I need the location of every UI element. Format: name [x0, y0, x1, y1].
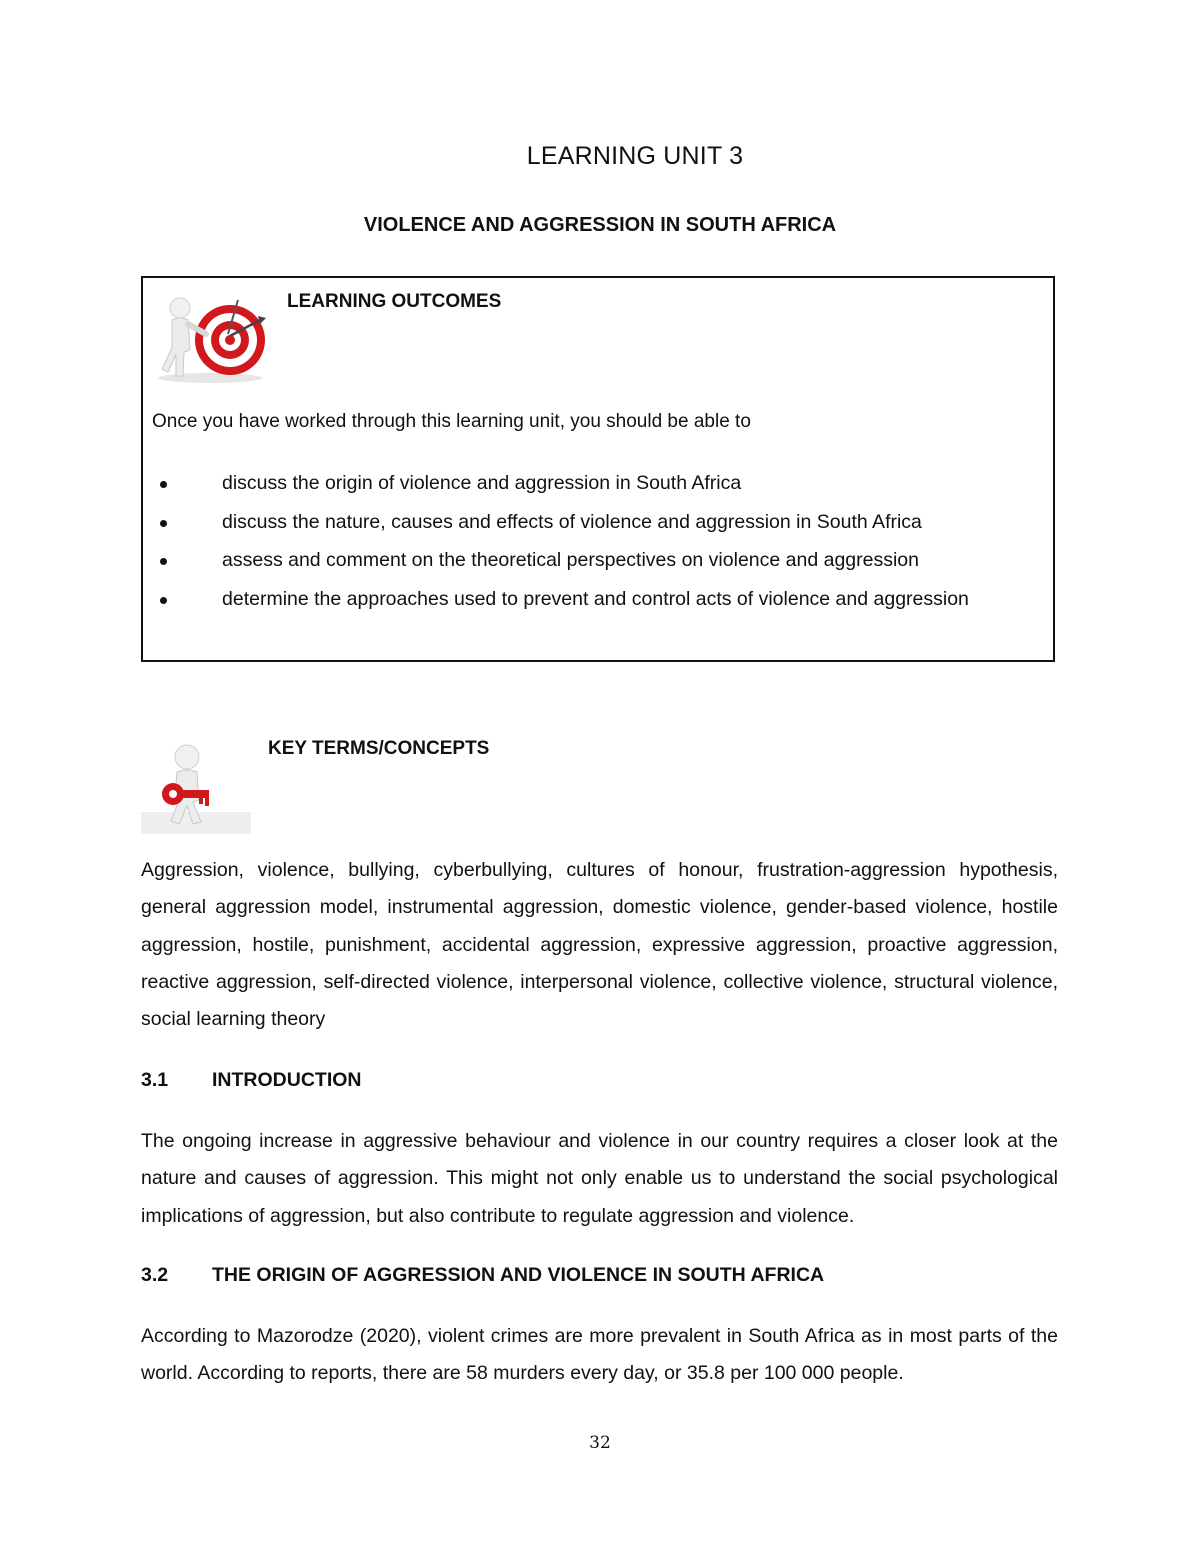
key-terms-heading: KEY TERMS/CONCEPTS — [268, 738, 490, 759]
bullet-icon — [160, 558, 167, 565]
key-terms-text: Aggression, violence, bullying, cyberbullying, cultures of honour, frustration-aggression hypothesis, general aggression model, instrumental aggression, domestic violence, gender-based violence, hostile aggression, hostile, punishment, accidental aggression, expressive aggression, proactive aggression, reactive aggression, self-directed violence, interpersonal violence, collective violence, structural violence, social learning theory — [141, 859, 1058, 1031]
key-figure-icon — [141, 742, 251, 834]
bullet-icon — [160, 597, 167, 604]
unit-subtitle: VIOLENCE AND AGGRESSION IN SOUTH AFRICA — [363, 214, 837, 236]
learning-outcomes-intro: Once you have worked through this learning unit, you should be able to — [152, 411, 751, 432]
learning-outcomes-list — [152, 472, 969, 626]
section-title: INTRODUCTION — [212, 1069, 362, 1091]
page-number: 32 — [589, 1433, 611, 1453]
section-paragraph: According to Mazorodze (2020), violent crimes are more prevalent in South Africa as in most parts of the world. According to reports, there are 58 murders every day, or 35.8 per 100 000 people. — [141, 1325, 1058, 1385]
bullet-icon — [160, 481, 167, 488]
unit-title: LEARNING UNIT 3 — [526, 142, 744, 170]
target-figure-icon — [150, 292, 272, 386]
section-number: 3.1 — [141, 1069, 169, 1091]
list-item: discuss the origin of violence and aggression in South Africa — [152, 472, 969, 511]
section-paragraph: The ongoing increase in aggressive behaviour and violence in our country requires a closer look at the nature and causes of aggression. This might not only enable us to understand the social psychological implications of aggression, but also contribute to regulate aggression and violence. — [141, 1130, 1058, 1227]
learning-outcomes-heading: LEARNING OUTCOMES — [287, 291, 502, 312]
list-item: determine the approaches used to prevent and control acts of violence and aggression — [152, 588, 969, 627]
section-number: 3.2 — [141, 1264, 169, 1286]
list-item: assess and comment on the theoretical perspectives on violence and aggression — [152, 549, 969, 588]
bullet-icon — [160, 520, 167, 527]
section-title: THE ORIGIN OF AGGRESSION AND VIOLENCE IN SOUTH AFRICA — [212, 1264, 825, 1286]
list-item: discuss the nature, causes and effects of violence and aggression in South Africa — [152, 511, 969, 550]
